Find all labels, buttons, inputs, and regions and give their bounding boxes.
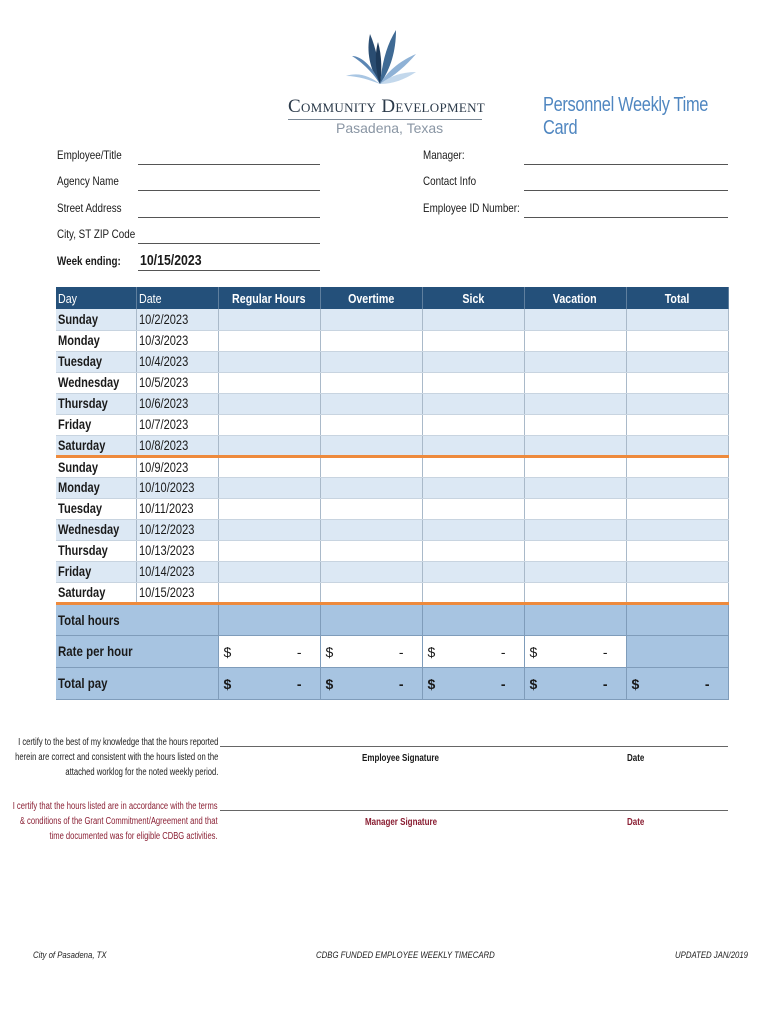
employee-signature-line[interactable]: [220, 746, 728, 747]
table-row: [56, 561, 728, 582]
employee-signature-label: Employee Signature: [362, 753, 439, 764]
overtime-cell[interactable]: [320, 498, 422, 519]
sick-cell[interactable]: [422, 330, 524, 351]
total-hours-label: Total hours: [56, 603, 218, 635]
rate-cell[interactable]: $ -: [320, 635, 422, 667]
day-cell: Thursday: [56, 540, 136, 561]
table-row: [56, 582, 728, 603]
table-row: [56, 309, 728, 330]
day-cell: Tuesday: [56, 498, 136, 519]
header-vacation: Vacation: [524, 287, 626, 309]
total-cell[interactable]: [626, 519, 728, 540]
street-address-field[interactable]: [138, 217, 320, 218]
regular-hours-cell[interactable]: [218, 477, 320, 498]
sick-cell[interactable]: [422, 582, 524, 603]
agency-name-field[interactable]: [138, 190, 320, 191]
total-hours-row: [56, 603, 728, 635]
week-ending-value[interactable]: 10/15/2023: [140, 252, 202, 269]
table-header-row: [56, 287, 728, 309]
manager-certification-text: [13, 799, 218, 844]
employee-title-field[interactable]: [138, 164, 320, 165]
employee-date-label: Date: [627, 753, 645, 764]
total-cell[interactable]: [626, 309, 728, 330]
table-row: [56, 435, 728, 456]
date-cell: 10/6/2023: [136, 393, 218, 414]
table-row: [56, 393, 728, 414]
total-cell[interactable]: [626, 477, 728, 498]
date-cell: 10/8/2023: [136, 435, 218, 456]
regular-hours-cell[interactable]: [218, 435, 320, 456]
agency-name-label: Agency Name: [57, 174, 119, 188]
date-cell: 10/7/2023: [136, 414, 218, 435]
overtime-cell[interactable]: [320, 435, 422, 456]
regular-hours-cell[interactable]: [218, 519, 320, 540]
sick-cell[interactable]: [422, 372, 524, 393]
manager-cert-line: time documented was for eligible CDBG activities.: [49, 831, 218, 842]
overtime-cell[interactable]: [320, 351, 422, 372]
overtime-cell[interactable]: [320, 582, 422, 603]
date-cell: 10/2/2023: [136, 309, 218, 330]
manager-cert-line: I certify that the hours listed are in accordance with the terms: [13, 801, 218, 812]
employee-cert-line: herein are correct and consistent with the hours listed on the: [14, 752, 218, 763]
footer-form-name: CDBG FUNDED EMPLOYEE WEEKLY TIMECARD: [316, 950, 495, 961]
table-row: [56, 414, 728, 435]
footer-updated: UPDATED JAN/2019: [675, 950, 749, 961]
overtime-cell[interactable]: [320, 414, 422, 435]
pay-cell[interactable]: $ -: [626, 667, 728, 699]
day-cell: Thursday: [56, 393, 136, 414]
total-cell[interactable]: [626, 414, 728, 435]
day-cell: Sunday: [56, 309, 136, 330]
form-title: Personnel Weekly Time Card: [543, 94, 709, 139]
vacation-cell[interactable]: [524, 414, 626, 435]
total-cell[interactable]: [626, 561, 728, 582]
header-regular-hours: Regular Hours: [218, 287, 320, 309]
total-cell[interactable]: [626, 456, 728, 477]
pay-cell[interactable]: $ -: [524, 667, 626, 699]
total-hours-cell[interactable]: [320, 603, 422, 635]
manager-signature-label: Manager Signature: [365, 817, 438, 828]
vacation-cell[interactable]: [524, 435, 626, 456]
regular-hours-cell[interactable]: [218, 561, 320, 582]
total-pay-label: Total pay: [56, 667, 218, 699]
pay-cell[interactable]: $ -: [422, 667, 524, 699]
sick-cell[interactable]: [422, 519, 524, 540]
rate-per-hour-label: Rate per hour: [56, 635, 218, 667]
date-cell: 10/11/2023: [136, 498, 218, 519]
overtime-cell[interactable]: [320, 372, 422, 393]
sick-cell[interactable]: [422, 393, 524, 414]
vacation-cell[interactable]: [524, 519, 626, 540]
total-hours-cell[interactable]: [524, 603, 626, 635]
day-cell: Wednesday: [56, 519, 136, 540]
overtime-cell[interactable]: [320, 561, 422, 582]
week-ending-field[interactable]: [138, 270, 320, 271]
total-cell[interactable]: [626, 372, 728, 393]
day-cell: Monday: [56, 477, 136, 498]
regular-hours-cell[interactable]: [218, 414, 320, 435]
day-cell: Wednesday: [56, 372, 136, 393]
header-total: Total: [626, 287, 728, 309]
sick-cell[interactable]: [422, 498, 524, 519]
employee-cert-line: I certify to the best of my knowledge that the hours reported: [17, 737, 218, 748]
overtime-cell[interactable]: [320, 309, 422, 330]
overtime-cell[interactable]: [320, 330, 422, 351]
sick-cell[interactable]: [422, 456, 524, 477]
rate-cell-empty: [626, 635, 728, 667]
table-row: [56, 372, 728, 393]
table-row: [56, 498, 728, 519]
vacation-cell[interactable]: [524, 561, 626, 582]
date-cell: 10/4/2023: [136, 351, 218, 372]
total-cell[interactable]: [626, 582, 728, 603]
vacation-cell[interactable]: [524, 498, 626, 519]
rate-cell[interactable]: $ -: [422, 635, 524, 667]
community-development-logo: [340, 26, 420, 88]
manager-signature-line[interactable]: [220, 810, 728, 811]
overtime-cell[interactable]: [320, 393, 422, 414]
manager-label: Manager:: [423, 148, 465, 162]
sick-cell[interactable]: [422, 435, 524, 456]
total-hours-cell[interactable]: [422, 603, 524, 635]
sick-cell[interactable]: [422, 414, 524, 435]
vacation-cell[interactable]: [524, 540, 626, 561]
total-cell[interactable]: [626, 498, 728, 519]
week-ending-label: Week ending:: [57, 254, 121, 268]
table-row: [56, 351, 728, 372]
header-date: Date: [136, 287, 218, 309]
regular-hours-cell[interactable]: [218, 330, 320, 351]
day-cell: Friday: [56, 414, 136, 435]
org-name: Community Development: [288, 96, 486, 117]
vacation-cell[interactable]: [524, 351, 626, 372]
date-cell: 10/15/2023: [136, 582, 218, 603]
vacation-cell[interactable]: [524, 456, 626, 477]
date-cell: 10/5/2023: [136, 372, 218, 393]
overtime-cell[interactable]: [320, 477, 422, 498]
date-cell: 10/13/2023: [136, 540, 218, 561]
table-row: [56, 540, 728, 561]
regular-hours-cell[interactable]: [218, 456, 320, 477]
overtime-cell[interactable]: [320, 540, 422, 561]
date-cell: 10/12/2023: [136, 519, 218, 540]
total-cell[interactable]: [626, 393, 728, 414]
overtime-cell[interactable]: [320, 519, 422, 540]
total-hours-cell[interactable]: [218, 603, 320, 635]
regular-hours-cell[interactable]: [218, 393, 320, 414]
pay-cell[interactable]: $ -: [218, 667, 320, 699]
table-row: [56, 330, 728, 351]
timecard-table: [56, 287, 729, 700]
regular-hours-cell[interactable]: [218, 309, 320, 330]
total-cell[interactable]: [626, 330, 728, 351]
rate-cell[interactable]: $ -: [524, 635, 626, 667]
day-cell: Friday: [56, 561, 136, 582]
city-zip-field[interactable]: [138, 243, 320, 244]
vacation-cell[interactable]: [524, 309, 626, 330]
rate-per-hour-row: [56, 635, 728, 667]
table-row: [56, 477, 728, 498]
vacation-cell[interactable]: [524, 330, 626, 351]
date-cell: 10/3/2023: [136, 330, 218, 351]
header-overtime: Overtime: [320, 287, 422, 309]
sick-cell[interactable]: [422, 477, 524, 498]
vacation-cell[interactable]: [524, 582, 626, 603]
total-cell[interactable]: [626, 435, 728, 456]
total-hours-cell[interactable]: [626, 603, 728, 635]
regular-hours-cell[interactable]: [218, 582, 320, 603]
city-zip-label: City, ST ZIP Code: [57, 227, 136, 241]
regular-hours-cell[interactable]: [218, 351, 320, 372]
day-cell: Monday: [56, 330, 136, 351]
employee-certification-text: [15, 735, 218, 780]
pay-cell[interactable]: $ -: [320, 667, 422, 699]
day-cell: Sunday: [56, 456, 136, 477]
header-day: Day: [56, 287, 136, 309]
day-cell: Saturday: [56, 435, 136, 456]
vacation-cell[interactable]: [524, 477, 626, 498]
table-row: [56, 456, 728, 477]
regular-hours-cell[interactable]: [218, 498, 320, 519]
day-cell: Saturday: [56, 582, 136, 603]
rate-cell[interactable]: $ -: [218, 635, 320, 667]
employee-id-field[interactable]: [524, 217, 728, 218]
header-sick: Sick: [422, 287, 524, 309]
vacation-cell[interactable]: [524, 393, 626, 414]
contact-info-label: Contact Info: [423, 174, 477, 188]
sick-cell[interactable]: [422, 309, 524, 330]
vacation-cell[interactable]: [524, 372, 626, 393]
employee-title-label: Employee/Title: [57, 148, 122, 162]
footer-city: City of Pasadena, TX: [33, 950, 107, 961]
manager-field[interactable]: [524, 164, 728, 165]
sick-cell[interactable]: [422, 351, 524, 372]
overtime-cell[interactable]: [320, 456, 422, 477]
contact-info-field[interactable]: [524, 190, 728, 191]
manager-date-label: Date: [627, 817, 645, 828]
sick-cell[interactable]: [422, 540, 524, 561]
manager-cert-line: & conditions of the Grant Commitment/Agreement and that: [20, 816, 218, 827]
table-row: [56, 519, 728, 540]
street-address-label: Street Address: [57, 201, 122, 215]
date-cell: 10/9/2023: [136, 456, 218, 477]
employee-cert-line: attached worklog for the noted weekly period.: [65, 767, 218, 778]
regular-hours-cell[interactable]: [218, 540, 320, 561]
date-cell: 10/10/2023: [136, 477, 218, 498]
total-cell[interactable]: [626, 351, 728, 372]
org-location: Pasadena, Texas: [336, 120, 444, 136]
total-pay-row: [56, 667, 728, 699]
employee-id-label: Employee ID Number:: [423, 201, 520, 215]
sick-cell[interactable]: [422, 561, 524, 582]
total-cell[interactable]: [626, 540, 728, 561]
regular-hours-cell[interactable]: [218, 372, 320, 393]
date-cell: 10/14/2023: [136, 561, 218, 582]
day-cell: Tuesday: [56, 351, 136, 372]
